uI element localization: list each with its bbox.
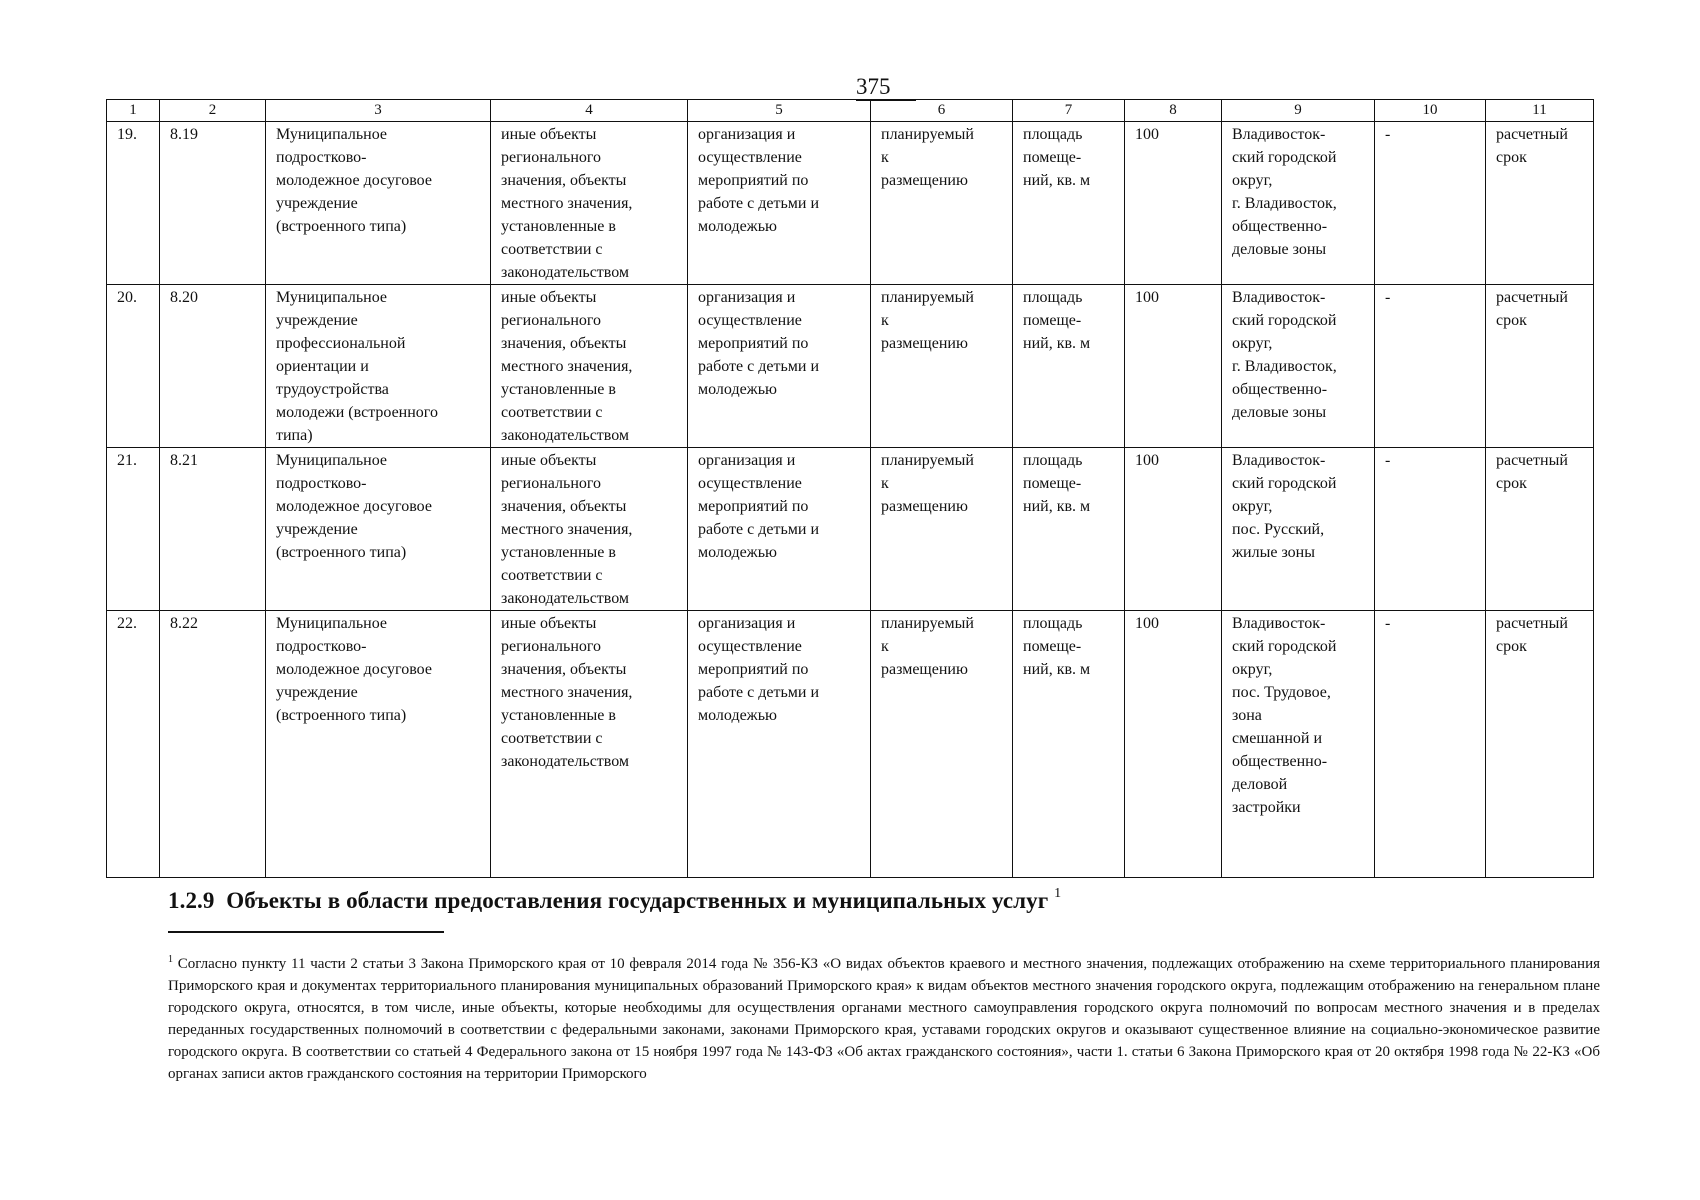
footnote-text: Согласно пункту 11 части 2 статьи 3 Закона Приморского края от 10 февраля 2014 года № 356-КЗ «О видах объектов краевого и местного значения, подлежащих отображению на схеме территориального планирования Приморского края и документах территориального планирования муниципальных образований Приморского края» к видам объектов местного значения городского округа, подлежащим отображению на генеральном плане городского округа, относятся, в том числе, иные объекты, которые необходимы для осуществления органами местного самоуправления городского округа полномочий по вопросам местного значения и в пределах переданных государственных полномочий в соответствии с федеральными законами, законами Приморского края, уставами городских округов и оказывают существенное влияние на социально-экономическое развитие городского округа. В соответствии со статьей 4 Федерального закона от 15 ноября 1997 года № 143-ФЗ «Об актах гражданского состояния», части 1. статьи 6 Закона Приморского края от 20 октября 1998 года № 22-КЗ «Об органах записи актов гражданского состояния на территории Приморского xyxy=(168,956,1601,1082)
implementation-term: расчетный срок xyxy=(1486,122,1594,285)
object-zone: - xyxy=(1375,285,1486,448)
object-name: Муниципальное подростково- молодежное досуговое учреждение (встроенного типа) xyxy=(266,122,491,285)
object-value: 100 xyxy=(1125,448,1222,611)
table-row xyxy=(107,611,1594,878)
footnote-marker: 1 xyxy=(168,954,173,965)
implementation-term: расчетный срок xyxy=(1486,285,1594,448)
column-number: 3 xyxy=(266,100,491,122)
page-number: 375 xyxy=(856,74,916,101)
footnote-reference[interactable]: 1 xyxy=(1054,886,1062,902)
section-heading xyxy=(168,888,1061,914)
object-type: иные объекты регионального значения, объекты местного значения, установленные в соответствии с законодательством xyxy=(491,285,688,448)
column-number: 9 xyxy=(1222,100,1375,122)
object-name: Муниципальное учреждение профессиональной ориентации и трудоустройства молодежи (встроенного типа) xyxy=(266,285,491,448)
section-title: Объекты в области предоставления государственных и муниципальных услуг xyxy=(226,888,1049,913)
object-value: 100 xyxy=(1125,122,1222,285)
implementation-term: расчетный срок xyxy=(1486,611,1594,878)
object-indicator: площадь помеще- ний, кв. м xyxy=(1013,611,1125,878)
column-number-row xyxy=(107,100,1594,122)
object-purpose: организация и осуществление мероприятий по работе с детьми и молодежью xyxy=(688,285,871,448)
section-number: 1.2.9 xyxy=(168,888,215,913)
object-code: 8.22 xyxy=(160,611,266,878)
row-number: 22. xyxy=(107,611,160,878)
column-number: 4 xyxy=(491,100,688,122)
object-purpose: организация и осуществление мероприятий по работе с детьми и молодежью xyxy=(688,122,871,285)
column-number: 6 xyxy=(871,100,1013,122)
object-status: планируемый к размещению xyxy=(871,448,1013,611)
footnote-separator xyxy=(168,931,444,933)
column-number: 5 xyxy=(688,100,871,122)
column-number: 2 xyxy=(160,100,266,122)
object-zone: - xyxy=(1375,122,1486,285)
object-indicator: площадь помеще- ний, кв. м xyxy=(1013,448,1125,611)
object-type: иные объекты регионального значения, объекты местного значения, установленные в соответствии с законодательством xyxy=(491,122,688,285)
object-purpose: организация и осуществление мероприятий по работе с детьми и молодежью xyxy=(688,448,871,611)
table-row xyxy=(107,122,1594,285)
column-number: 11 xyxy=(1486,100,1594,122)
column-number: 10 xyxy=(1375,100,1486,122)
column-number: 1 xyxy=(107,100,160,122)
footnote xyxy=(168,949,1600,1085)
object-indicator: площадь помеще- ний, кв. м xyxy=(1013,122,1125,285)
object-code: 8.21 xyxy=(160,448,266,611)
object-value: 100 xyxy=(1125,611,1222,878)
object-status: планируемый к размещению xyxy=(871,611,1013,878)
object-name: Муниципальное подростково- молодежное досуговое учреждение (встроенного типа) xyxy=(266,611,491,878)
object-location: Владивосток- ский городской округ, г. Владивосток, общественно- деловые зоны xyxy=(1222,122,1375,285)
object-type: иные объекты регионального значения, объекты местного значения, установленные в соответствии с законодательством xyxy=(491,611,688,878)
object-code: 8.19 xyxy=(160,122,266,285)
objects-table xyxy=(106,99,1594,878)
object-code: 8.20 xyxy=(160,285,266,448)
object-zone: - xyxy=(1375,611,1486,878)
object-status: планируемый к размещению xyxy=(871,122,1013,285)
object-status: планируемый к размещению xyxy=(871,285,1013,448)
implementation-term: расчетный срок xyxy=(1486,448,1594,611)
object-value: 100 xyxy=(1125,285,1222,448)
column-number: 8 xyxy=(1125,100,1222,122)
object-zone: - xyxy=(1375,448,1486,611)
object-location: Владивосток- ский городской округ, г. Владивосток, общественно- деловые зоны xyxy=(1222,285,1375,448)
row-number: 21. xyxy=(107,448,160,611)
object-location: Владивосток- ский городской округ, пос. Русский, жилые зоны xyxy=(1222,448,1375,611)
table-row xyxy=(107,448,1594,611)
object-indicator: площадь помеще- ний, кв. м xyxy=(1013,285,1125,448)
object-type: иные объекты регионального значения, объекты местного значения, установленные в соответствии с законодательством xyxy=(491,448,688,611)
row-number: 19. xyxy=(107,122,160,285)
column-number: 7 xyxy=(1013,100,1125,122)
row-number: 20. xyxy=(107,285,160,448)
table-row xyxy=(107,285,1594,448)
object-purpose: организация и осуществление мероприятий по работе с детьми и молодежью xyxy=(688,611,871,878)
object-location: Владивосток- ский городской округ, пос. Трудовое, зона смешанной и общественно- деловой застройки xyxy=(1222,611,1375,878)
object-name: Муниципальное подростково- молодежное досуговое учреждение (встроенного типа) xyxy=(266,448,491,611)
